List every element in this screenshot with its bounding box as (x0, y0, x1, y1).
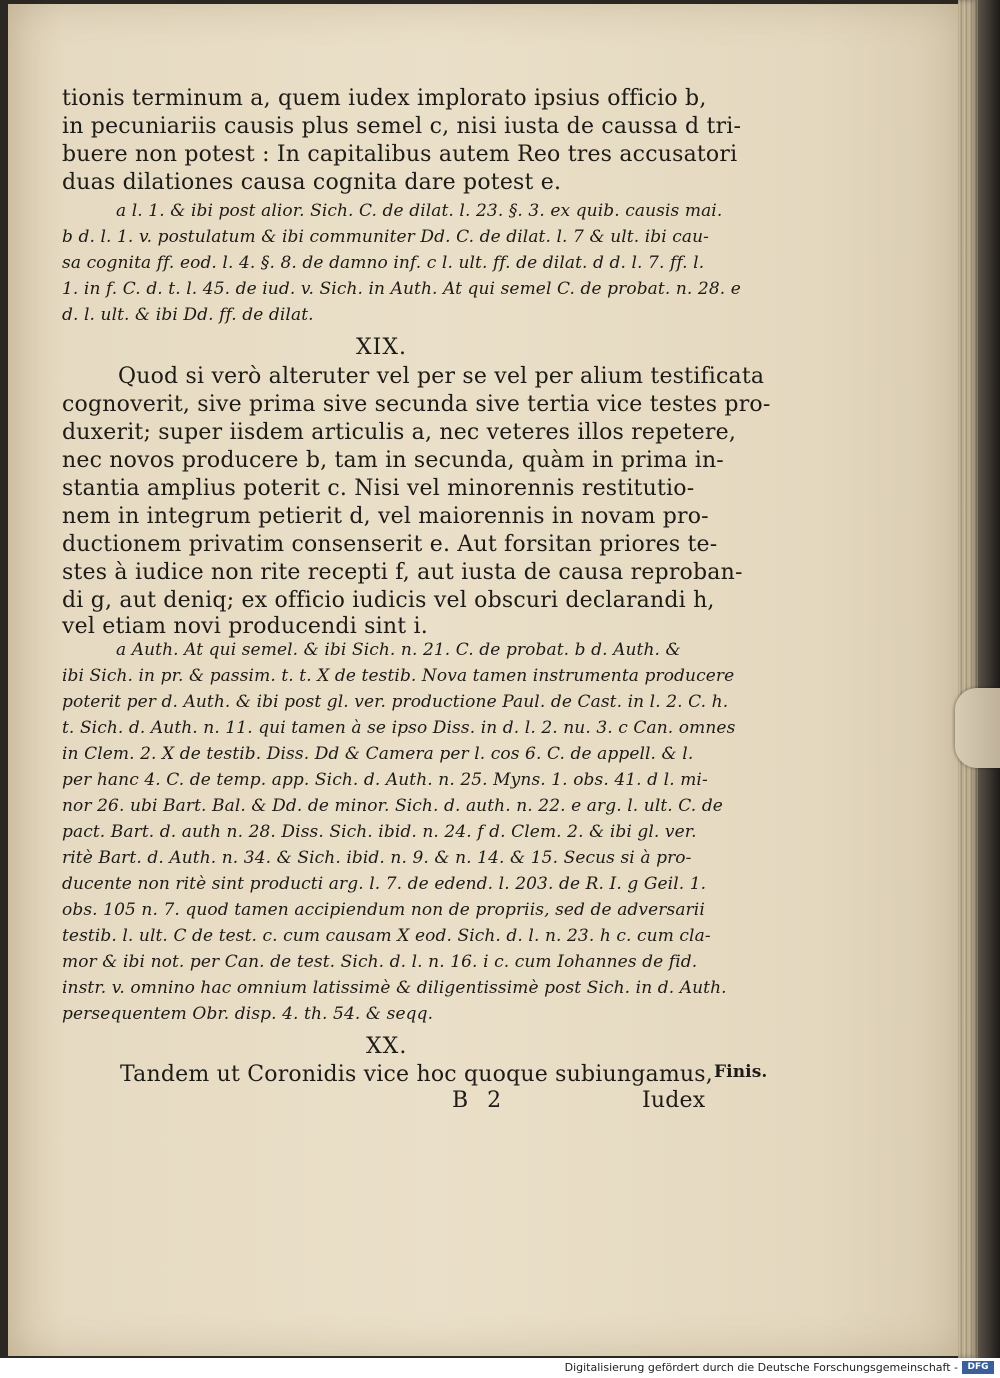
text-line: duxerit; super iisdem articulis a, nec veteres illos repetere, (62, 420, 737, 445)
footnote-line: testib. l. ult. C de test. c. cum causam X eod. Sich. d. l. n. 23. h c. cum cla- (62, 926, 711, 946)
footnote-line: in Clem. 2. X de testib. Diss. Dd & Camera per l. cos 6. C. de appell. & l. (62, 744, 694, 764)
section-number: XIX. (356, 335, 408, 360)
footnote-line: per hanc 4. C. de temp. app. Sich. d. Auth. n. 25. Myns. 1. obs. 41. d l. mi- (62, 770, 708, 790)
footnote-line: t. Sich. d. Auth. n. 11. qui tamen à se ipso Diss. in d. l. 2. nu. 3. c Can. omnes (62, 718, 736, 738)
footnote-line: mor & ibi not. per Can. de test. Sich. d. l. n. 16. i c. cum Iohannes de fid. (62, 952, 698, 972)
text-line: nec novos producere b, tam in secunda, quàm in prima in- (62, 448, 724, 473)
text-line: stantia amplius poterit c. Nisi vel minorennis restitutio- (62, 476, 695, 501)
text-line: Tandem ut Coronidis vice hoc quoque subiungamus, (120, 1062, 713, 1087)
footnote-line: b d. l. 1. v. postulatum & ibi communiter Dd. C. de dilat. l. 7 & ult. ibi cau- (62, 227, 710, 247)
text-line: vel etiam novi producendi sint i. (62, 614, 428, 639)
signature-mark: B 2 (452, 1088, 508, 1113)
text-line: buere non potest : In capitalibus autem Reo tres accusatori (62, 142, 738, 167)
footer-bar (0, 1358, 1000, 1378)
footnote-line: a Auth. At qui semel. & ibi Sich. n. 21. C. de probat. b d. Auth. & (116, 640, 681, 660)
footnote-line: instr. v. omnino hac omnium latissimè & diligentissimè post Sich. in d. Auth. (62, 978, 727, 998)
footnote-line: a l. 1. & ibi post alior. Sich. C. de dilat. l. 23. §. 3. ex quib. causis mai. (116, 201, 723, 221)
footnote-line: 1. in f. C. d. t. l. 45. de iud. v. Sich. in Auth. At qui semel C. de probat. n. 28. e (62, 279, 741, 299)
text-line: duas dilationes causa cognita dare potest e. (62, 170, 562, 195)
footnote-line: d. l. ult. & ibi Dd. ff. de dilat. (62, 305, 314, 325)
text-line: ductionem privatim consenserit e. Aut forsitan priores te- (62, 532, 718, 557)
text-line: stes à iudice non rite recepti f, aut iusta de causa reproban- (62, 560, 743, 585)
funding-credit: Digitalisierung gefördert durch die Deutsche Forschungsgemeinschaft - (564, 1361, 958, 1374)
footnote-line: poterit per d. Auth. & ibi post gl. ver. productione Paul. de Cast. in l. 2. C. h. (62, 692, 729, 712)
bookmark-clasp (955, 688, 1000, 768)
dfg-logo: DFG (962, 1361, 994, 1374)
footnote-line: ibi Sich. in pr. & passim. t. t. X de testib. Nova tamen instrumenta producere (62, 666, 735, 686)
footnote-line: sa cognita ff. eod. l. 4. §. 8. de damno inf. c l. ult. ff. de dilat. d d. l. 7. ff. l. (62, 253, 705, 273)
finis-label: Finis. (714, 1062, 768, 1082)
footnote-line: nor 26. ubi Bart. Bal. & Dd. de minor. Sich. d. auth. n. 22. e arg. l. ult. C. de (62, 796, 723, 816)
text-line: tionis terminum a, quem iudex implorato ipsius officio b, (62, 86, 707, 111)
footnote-line: ritè Bart. d. Auth. n. 34. & Sich. ibid. n. 9. & n. 14. & 15. Secus si à pro- (62, 848, 692, 868)
section-number: XX. (366, 1034, 408, 1059)
footnote-line: ducente non ritè sint producti arg. l. 7. de edend. l. 203. de R. I. g Geil. 1. (62, 874, 707, 894)
page-edges (958, 0, 978, 1358)
text-line: nem in integrum petierit d, vel maiorennis in novam pro- (62, 504, 709, 529)
text-line: in pecuniariis causis plus semel c, nisi iusta de caussa d tri- (62, 114, 742, 139)
footnote-line: persequentem Obr. disp. 4. th. 54. & seqq. (62, 1004, 434, 1024)
text-line: Quod si verò alteruter vel per se vel per alium testificata (118, 364, 765, 389)
book-edge (978, 0, 1000, 1358)
text-line: di g, aut deniq; ex officio iudicis vel obscuri declarandi h, (62, 588, 715, 613)
text-line: cognoverit, sive prima sive secunda sive tertia vice testes pro- (62, 392, 771, 417)
footnote-line: pact. Bart. d. auth n. 28. Diss. Sich. ibid. n. 24. f d. Clem. 2. & ibi gl. ver. (62, 822, 697, 842)
catchword: Iudex (642, 1088, 706, 1113)
footnote-line: obs. 105 n. 7. quod tamen accipiendum non de propriis, sed de adversarii (62, 900, 705, 920)
